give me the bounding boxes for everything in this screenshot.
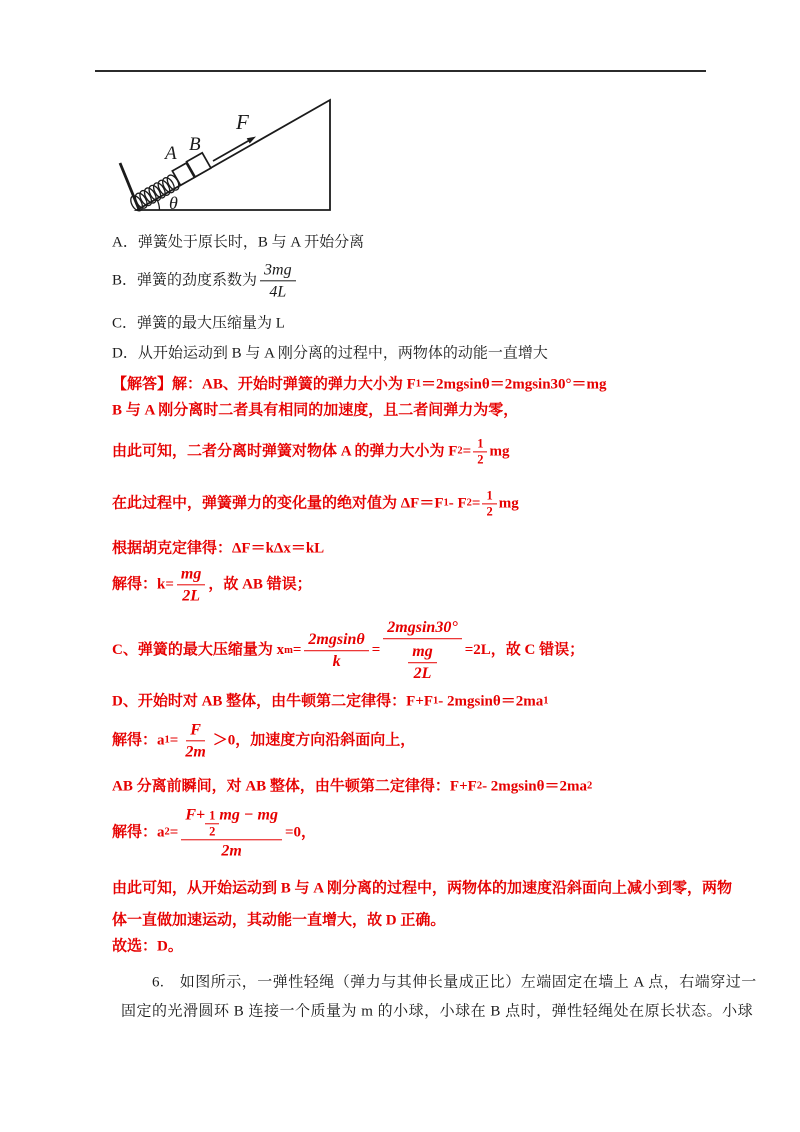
question6-line-2: 固定的光滑圆环 B 连接一个质量为 m 的小球，小球在 B 点时，弹性轻绳处在原长状态。小球 [121,1003,754,1020]
force-label: F [236,110,249,134]
solution-line-9: 解得：a 1 = $\frac{F}{2m}$ ＞0，加速度方向沿斜面向上， [112,721,416,761]
option-b: B．弹簧的劲度系数为 $\frac{3mg}{4L}$ [112,260,299,301]
solution-line-5: 根据胡克定律得：ΔF＝kΔx＝kL [112,540,325,557]
solution-line-10: AB 分离前瞬间，对 AB 整体，由牛顿第二定律得：F+F 2 - 2mgsinθ＝2ma 2 [112,778,593,795]
solution-line-11: 解得：a 2 = F+ $\frac{1}{2}$ mg − mg 2m =0， [112,806,317,860]
solution-line-6: 解得：k= $\frac{mg}{2L}$ ，故 AB 错误； [112,565,312,605]
solution-line-7: C、弹簧的最大压缩量为 x m = $\frac{2mgsin\theta}{k}$ = $\frac{2mgsin30^\circ}{\frac{mg}{2L}}$ =2L，故 C 错误； [112,619,585,683]
question6-line-1: 6. 如图所示，一弹性轻绳（弹力与其伸长量成正比）左端固定在墙上 A 点，右端穿过一 [152,974,757,991]
solution-line-3: 由此可知，二者分离时弹簧对物体 A 的弹力大小为 F 2 = $\frac{1}{2}$ mg [112,436,510,467]
solution-line-4: 在此过程中，弹簧弹力的变化量的绝对值为 ΔF＝F 1 - F 2 = $\frac{1}{2}$ mg [112,488,519,519]
option-a: A．弹簧处于原长时，B 与 A 开始分离 [112,234,365,251]
force-arrow [213,141,249,162]
solution-line-12: 由此可知，从开始运动到 B 与 A 刚分离的过程中，两物体的加速度沿斜面向上减小到零，两物 [112,880,733,897]
solution-line-13: 体一直做加速运动，其动能一直增大，故 D 正确。 [112,912,446,929]
solution-answer: 故选：D。 [112,938,183,955]
incline-figure [108,90,348,218]
option-d: D．从开始运动到 B 与 A 刚分离的过程中，两物体的动能一直增大 [112,345,548,362]
solution-line-2: B 与 A 刚分离时二者具有相同的加速度，且二者间弹力为零， [112,402,519,419]
option-c: C．弹簧的最大压缩量为 L [112,315,285,332]
solution-line-8: D、开始时对 AB 整体，由牛顿第二定律得：F+F 1 - 2mgsinθ＝2ma 1 [112,693,549,710]
block-b-label: B [189,134,201,155]
solution-line-1: 【解答】 解：AB、开始时弹簧的弹力大小为 F 1 ＝2mgsinθ＝2mgsin30°＝mg [112,376,607,393]
top-rule [95,70,706,72]
block-a-label: A [165,143,177,164]
angle-label: θ [169,193,178,213]
